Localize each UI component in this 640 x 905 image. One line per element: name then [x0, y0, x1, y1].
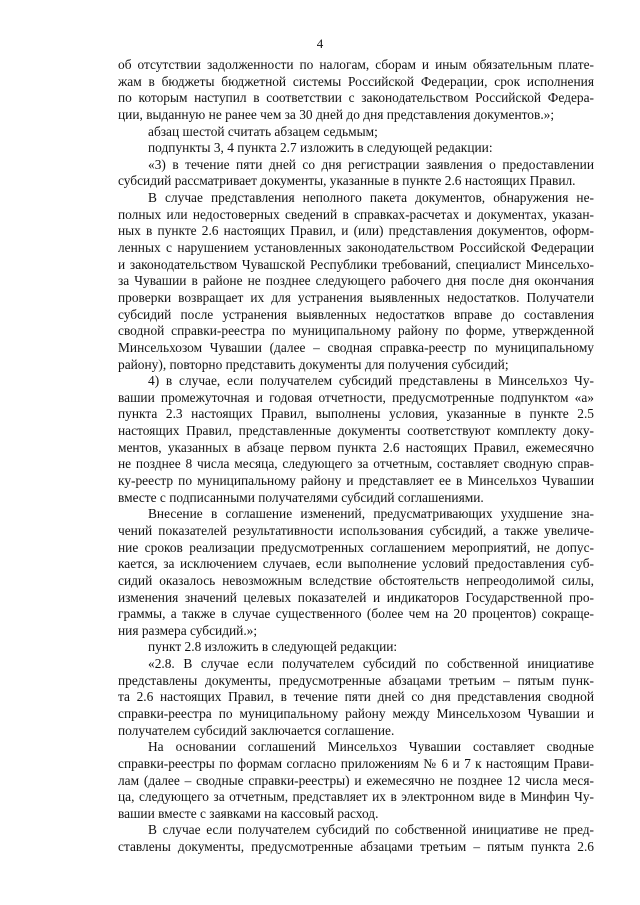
- text-line: В случае если получателем субсидий по собственной инициативе не пред-: [148, 822, 594, 838]
- text-line: ставлены документы, предусмотренные абзацами третьим – пятым пункта 2.6: [118, 839, 594, 855]
- text-line: чений показателей результативности использования субсидий, а также увеличе-: [118, 522, 594, 538]
- text-line: На основании соглашений Минсельхоз Чувашии составляет сводные: [148, 739, 594, 755]
- text-line: пункт 2.8 изложить в следующей редакции:: [148, 639, 398, 655]
- text-line: пункта 2.3 настоящих Правил, выполнены условия, указанные в пункте 2.5: [118, 406, 594, 422]
- text-line: представлены документы, предусмотренные абзацами третьим – пятым пунк-: [118, 672, 594, 688]
- text-line: об отсутствии задолженности по налогам, сборам и иным обязательным плате-: [118, 57, 594, 72]
- text-line: по которым наступил в соответствии с законодательством Российской Федера-: [118, 90, 594, 106]
- text-line: «3) в течение пяти дней со дня регистрации заявления о предоставлении: [148, 156, 594, 172]
- text-line: справки-реестра по муниципальному району между Минсельхозом Чувашии и: [118, 705, 594, 721]
- text-line: получателем субсидий заключается соглашение.: [118, 722, 395, 738]
- text-line: ние сроков реализации предусмотренных соглашением мероприятий, не допус-: [118, 539, 594, 555]
- text-line: и законодательством Чувашской Республики требований, специалист Минсельхо-: [118, 256, 594, 272]
- text-line: не позднее 8 числа месяца, следующего за отчетным, составляет сводную справ-: [118, 456, 594, 472]
- text-line: вашии промежуточная и годовая отчетности, предусмотренные подпунктом «а»: [118, 389, 594, 405]
- text-line: настоящих Правил, представленные документы соответствуют комплекту доку-: [118, 423, 594, 439]
- text-line: ния размера субсидий.»;: [118, 622, 258, 638]
- text-line: граммы, а также в случае существенного (более чем на 20 процентов) сокраще-: [118, 606, 594, 622]
- text-line: жам в бюджеты бюджетной системы Российской Федерации, срок исполнения: [118, 73, 594, 89]
- text-line: ца, следующего за отчетным, представляет их в электронном виде в Минфин Чу-: [118, 789, 594, 805]
- text-line: «2.8. В случае если получателем субсидий по собственной инициативе: [148, 656, 594, 672]
- text-line: подпункты 3, 4 пункта 2.7 изложить в следующей редакции:: [148, 140, 493, 156]
- text-line: ции, выданную не ранее чем за 30 дней до дня представления документов.»;: [118, 106, 555, 122]
- text-line: ленных с нарушением установленных законодательством Российской Федерации: [118, 240, 594, 256]
- text-line: лам (далее – сводные справки-реестры) и ежемесячно не позднее 12 числа меся-: [118, 772, 594, 788]
- text-line: справки-реестры по формам согласно приложениям № 6 и 7 к настоящим Прави-: [118, 755, 594, 771]
- text-line: абзац шестой считать абзацем седьмым;: [148, 123, 378, 139]
- text-line: В случае представления неполного пакета документов, обнаружения не-: [148, 190, 594, 206]
- text-line: полных или недостоверных сведений в справках-расчетах и документах, указан-: [118, 206, 594, 222]
- text-line: 4) в случае, если получателем субсидий представлены в Минсельхоз Чу-: [148, 373, 594, 389]
- text-line: субсидий рассматривает документы, указанные в пункте 2.6 настоящих Правил.: [118, 173, 576, 189]
- text-line: сидий оказалось невозможным вследствие обстоятельств непреодолимой силы,: [118, 572, 594, 588]
- text-line: Минсельхозом Чувашии (далее – сводная справка-реестр по муниципальному: [118, 339, 594, 355]
- text-line: за Чувашии в районе не позднее следующего рабочего дня после дня окончания: [118, 273, 594, 289]
- page-number: 4: [316, 36, 324, 51]
- text-line: району), повторно представить документы для получения субсидий;: [118, 356, 509, 372]
- text-line: проверки возвращает их для устранения выявленных недостатков. Получатели: [118, 289, 594, 305]
- text-line: Внесение в соглашение изменений, предусматривающих ухудшение зна-: [148, 506, 594, 522]
- text-line: ных в пункте 2.6 настоящих Правил, и (или) представления документов, оформ-: [118, 223, 594, 239]
- text-line: вместе с подписанными получателями субсидий соглашениями.: [118, 489, 484, 505]
- text-line: вашии вместе с заявками на кассовый расход.: [118, 805, 379, 821]
- document-body: [118, 57, 594, 856]
- text-line: ментов, указанных в абзаце первом пункта 2.6 настоящих Правил, ежемесячно: [118, 439, 594, 455]
- text-line: ку-реестр по муниципальному району и представляет ее в Минсельхоз Чувашии: [118, 473, 594, 489]
- text-line: субсидий после устранения выявленных недостатков вправе до составления: [118, 306, 594, 322]
- text-line: изменения значений целевых показателей и индикаторов Государственной про-: [118, 589, 594, 605]
- text-line: кается, за исключением случаев, если выполнение условий предоставления суб-: [118, 556, 594, 572]
- text-line: та 2.6 настоящих Правил, в течение пяти дней со дня представления сводной: [118, 689, 594, 705]
- text-line: сводной справки-реестра по муниципальному району по форме, утвержденной: [118, 323, 594, 339]
